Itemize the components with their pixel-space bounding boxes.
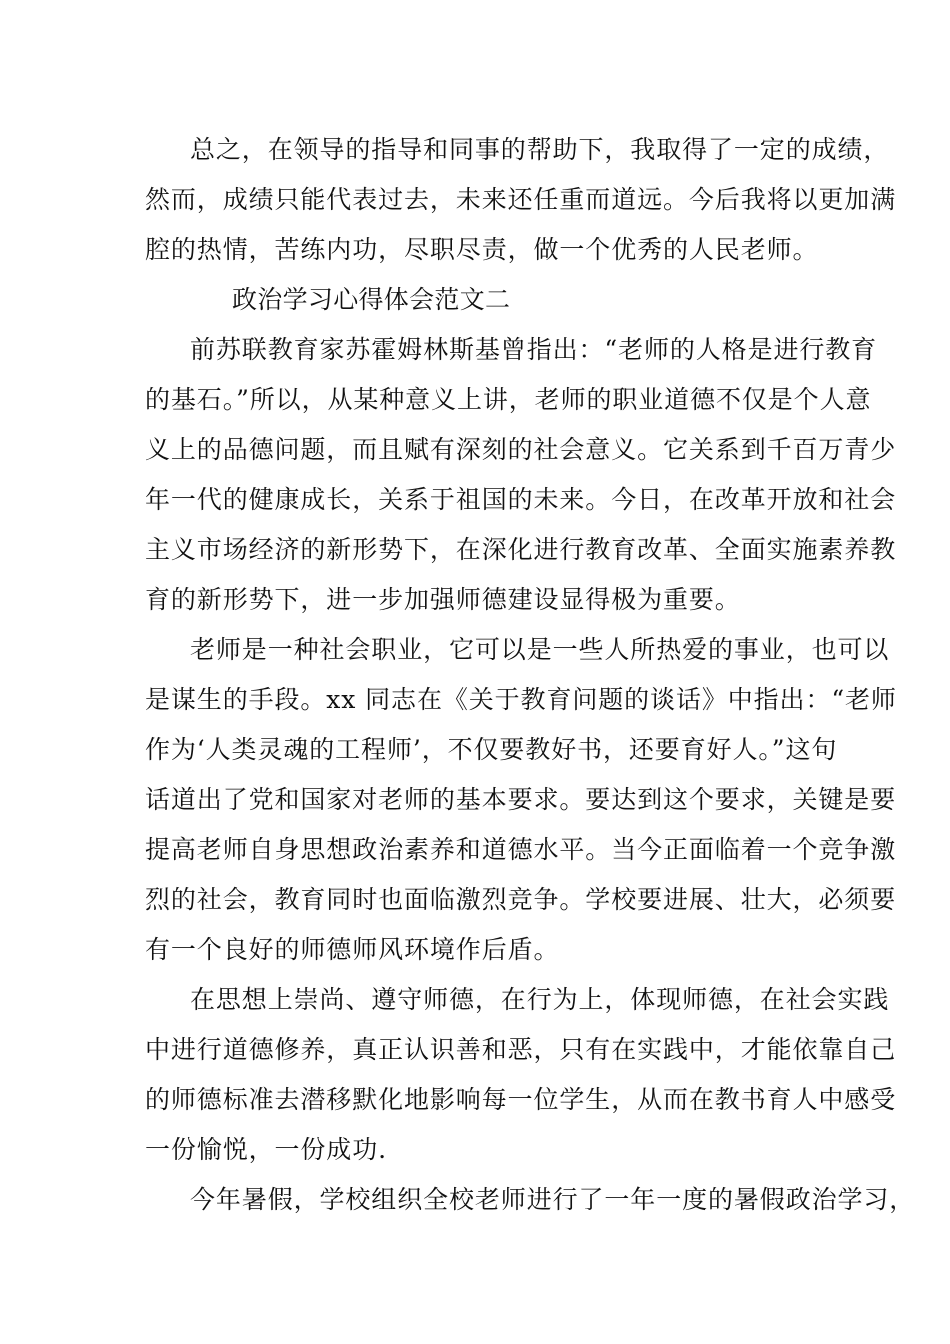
paragraph-3-line-6: 烈的社会，教育同时也面临激烈竞争。学校要进展、壮大，必须要: [145, 885, 897, 914]
paragraph-3-line-5: 提高老师自身思想政治素养和道德水平。当今正面临着一个竞争激: [145, 835, 897, 864]
paragraph-2-line-3: 义上的品德问题，而且赋有深刻的社会意义。它关系到千百万青少: [145, 435, 897, 464]
section-title: 政治学习心得体会范文二: [232, 285, 511, 314]
paragraph-3-line-7: 有一个良好的师德师风环境作后盾。: [145, 935, 560, 964]
paragraph-5-line-1: 今年暑假，学校组织全校老师进行了一年一度的暑假政治学习，: [190, 1185, 916, 1214]
paragraph-3-line-3: 作为‘人类灵魂的工程师’，不仅要教好书，还要育好人。”这句: [145, 735, 838, 764]
paragraph-3-line-2: 是谋生的手段。xx 同志在《关于教育问题的谈话》中指出：“老师: [145, 685, 897, 714]
paragraph-2-line-5: 主义市场经济的新形势下，在深化进行教育改革、全面实施素养教: [145, 535, 897, 564]
paragraph-2-line-2: 的基石。”所以，从某种意义上讲，老师的职业道德不仅是个人意: [145, 385, 872, 414]
paragraph-4-line-1: 在思想上崇尚、遵守师德，在行为上，体现师德，在社会实践: [190, 985, 890, 1014]
paragraph-4-line-4: 一份愉悦，一份成功.: [145, 1135, 387, 1164]
paragraph-2-line-6: 育的新形势下，进一步加强师德建设显得极为重要。: [145, 585, 741, 614]
paragraph-1-line-3: 腔的热情，苦练内功，尽职尽责，做一个优秀的人民老师。: [145, 235, 819, 264]
paragraph-1-line-2: 然而，成绩只能代表过去，未来还任重而道远。今后我将以更加满: [145, 185, 897, 214]
paragraph-3-line-4: 话道出了党和国家对老师的基本要求。要达到这个要求，关键是要: [145, 785, 897, 814]
paragraph-4-line-2: 中进行道德修养，真正认识善和恶，只有在实践中，才能依靠自己: [145, 1035, 897, 1064]
paragraph-3-line-1: 老师是一种社会职业，它可以是一些人所热爱的事业，也可以: [190, 635, 890, 664]
paragraph-2-line-1: 前苏联教育家苏霍姆林斯基曾指出：“老师的人格是进行教育: [190, 335, 878, 364]
paragraph-1-line-1: 总之，在领导的指导和同事的帮助下，我取得了一定的成绩，: [190, 135, 890, 164]
paragraph-2-line-4: 年一代的健康成长，关系于祖国的未来。今日，在改革开放和社会: [145, 485, 897, 514]
paragraph-4-line-3: 的师德标准去潜移默化地影响每一位学生，从而在教书育人中感受: [145, 1085, 897, 1114]
